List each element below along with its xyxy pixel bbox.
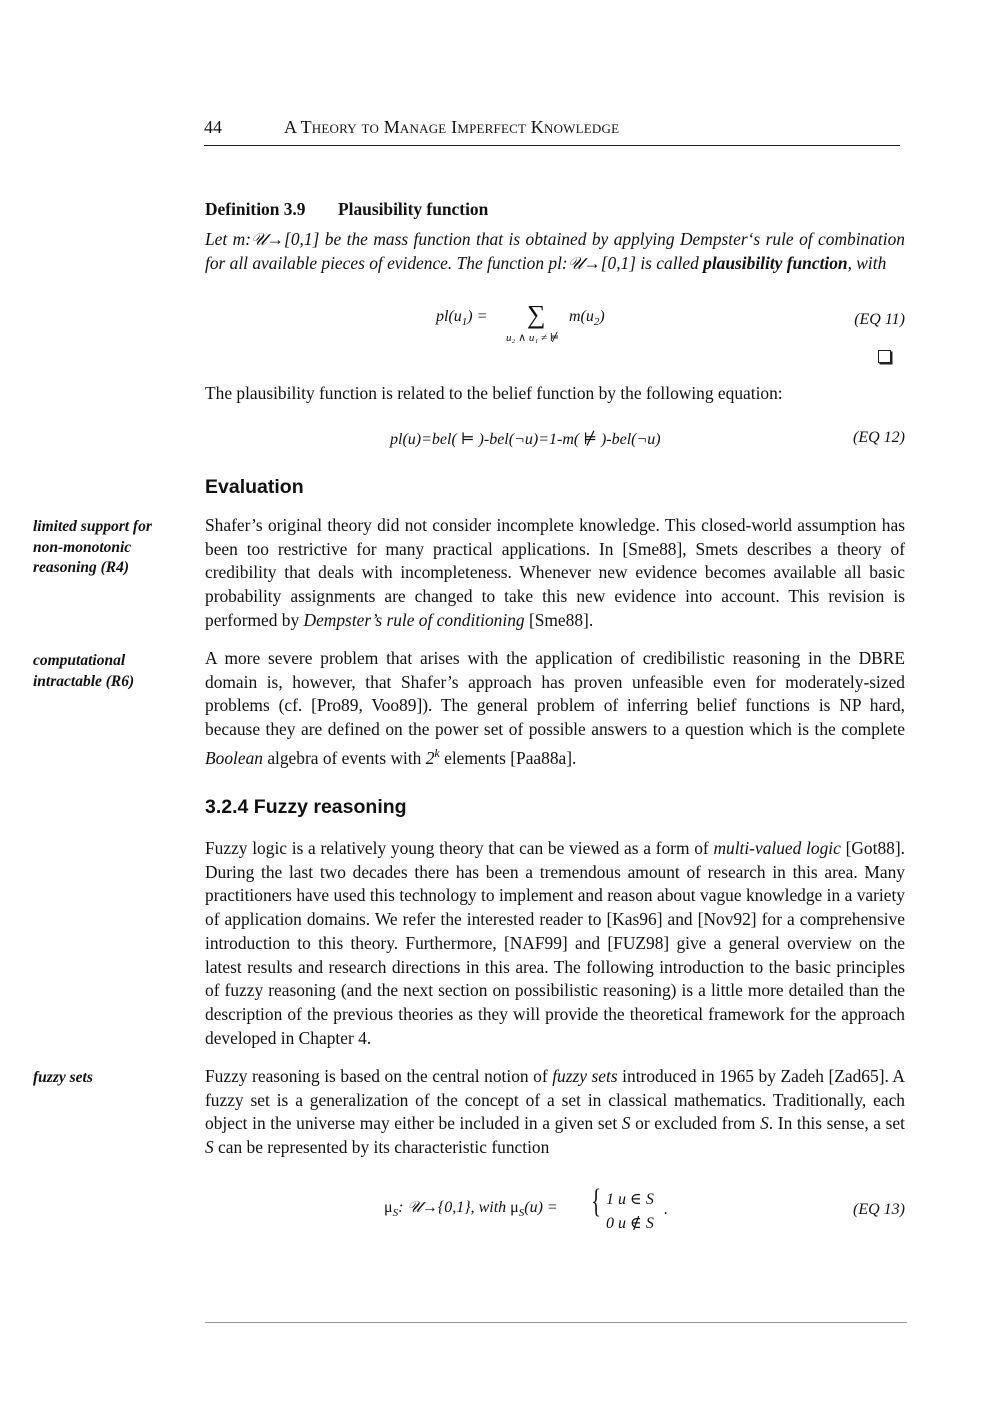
emphasized-text: Let m:𝒰→[0,1] be the mass function that is obtained by applying Dempster‘s rule of combination for all available pieces of evidence. The function pl:𝒰→[0,1] is called: [205, 229, 905, 273]
text-run: Shafer’s original theory did not consider incomplete knowledge. This closed-world assumption has been too restrictive for many practical applications. In [Sme88], Smets describes a theory of credibility that deals with incompleteness. Whenever new evidence becomes available all basic probability assignments are changed to take this new evidence into account. This revision is performed by: [205, 515, 905, 630]
text-run: can be represented by its characteristic function: [213, 1137, 550, 1158]
text-run: or excluded from: [630, 1113, 761, 1134]
definition-number: Definition 3.9: [205, 199, 306, 219]
eq12-expression: pl(u)=bel( ⊨ )-bel(¬u)=1-m( ⊭ )-bel(¬u): [390, 431, 661, 448]
definition-body: [205, 228, 905, 275]
emphasized-text: S: [760, 1113, 769, 1134]
text-run: Fuzzy logic is a relatively young theory that can be viewed as a form of: [205, 838, 714, 858]
text-run: algebra of events with: [262, 747, 426, 768]
margin-note: fuzzy sets: [33, 1069, 93, 1086]
fuzzy-paragraph-1: [205, 837, 905, 1050]
emphasized-text: Boolean: [205, 747, 263, 768]
emphasized-text: fuzzy sets: [552, 1066, 618, 1086]
emphasized-text: S: [205, 1137, 214, 1158]
evaluation-paragraph-1: [205, 514, 905, 633]
text-run: [Sme88].: [524, 609, 594, 630]
emphasized-text: k: [434, 745, 440, 760]
eq11-label: (EQ 11): [854, 311, 905, 328]
definition-heading: [205, 199, 488, 220]
plausibility-paragraph: [205, 382, 905, 406]
margin-note: computational intractable (R6): [33, 652, 135, 690]
eq13-period: .: [664, 1201, 668, 1218]
cases-brace: {: [591, 1183, 602, 1220]
text-run: [Got88]. During the last two decades there has been a tremendous amount of research in this area. Many practitioners have used this technology to implement and reason about vague knowledge in a variety of application domains. We refer the interested reader to [Kas96] and [Nov92] for a comprehensive introduction to this theory. Furthermore, [NAF99] and [FUZ98] give a general overview on the latest results and research directions in this area. The following introduction to the basic principles of fuzzy reasoning (and the next section on possibilistic reasoning) is a little more detailed than the description of the previous theories as they will provide the theoretical framework for the approach developed in Chapter 4.: [205, 838, 905, 1048]
running-title: A Theory to Manage Imperfect Knowledge: [284, 117, 620, 137]
eq12-label: (EQ 12): [853, 429, 905, 446]
section-heading-evaluation: Evaluation: [205, 476, 304, 498]
evaluation-paragraph-2: [205, 647, 905, 770]
text-run: elements [Paa88a].: [439, 747, 577, 768]
footer-rule: [205, 1322, 907, 1323]
eq13-case-1: 1 u ∈ S: [606, 1191, 654, 1208]
emphasized-text: , with: [847, 252, 887, 273]
definition-title: Plausibility function: [338, 199, 489, 219]
emphasized-text: Dempster’s rule of conditioning: [303, 609, 525, 630]
eq11-rhs: $m(u_2)$: [569, 308, 605, 329]
eq13-label: (EQ 13): [853, 1201, 905, 1218]
emphasized-text: S: [621, 1113, 631, 1134]
sum-symbol: ∑: [527, 300, 546, 329]
end-of-definition-icon: [878, 350, 891, 363]
page-header: [204, 115, 900, 146]
eq11-lhs: $pl(u_1)$ =: [436, 308, 488, 329]
text-run: A more severe problem that arises with the application of credibilistic reasoning in the DBRE domain is, however, that Shafer’s approach has proven unfeasible even for moderately-sized problems (cf. [Pro89, Voo89]). The general problem of inferring belief functions is NP hard, because they are defined on the power set of possible answers to a question which is the complete: [205, 648, 905, 740]
emphasized-text: multi-valued logic: [713, 838, 841, 858]
emphasized-text: plausibility function: [703, 252, 848, 273]
sum-subscript: u₂ ∧ u₁ ≠ ⊭: [506, 332, 560, 344]
eq13-mapping: $\mu_S$: 𝒰→{0,1}, with $\mu_S(u)$ =: [384, 1199, 558, 1220]
text-run: . In this sense, a set: [768, 1113, 905, 1134]
section-heading-fuzzy-reasoning: 3.2.4 Fuzzy reasoning: [205, 796, 407, 818]
emphasized-text: 2: [425, 747, 435, 768]
text-run: Fuzzy reasoning is based on the central notion of: [205, 1066, 553, 1086]
text-run: introduced in 1965 by Zadeh [Zad65]. A fuzzy set is a generalization of the concept of a set in classical mathematics. Traditionally, each object in the universe may either be included in a given set: [205, 1066, 905, 1134]
page-number: 44: [204, 117, 222, 137]
eq13-case-2: 0 u ∉ S: [606, 1215, 654, 1232]
text-run: The plausibility function is related to the belief function by the following equation:: [205, 383, 783, 403]
fuzzy-paragraph-2: [205, 1065, 905, 1160]
margin-note: limited support for non-monotonic reasoning (R4): [33, 518, 152, 576]
